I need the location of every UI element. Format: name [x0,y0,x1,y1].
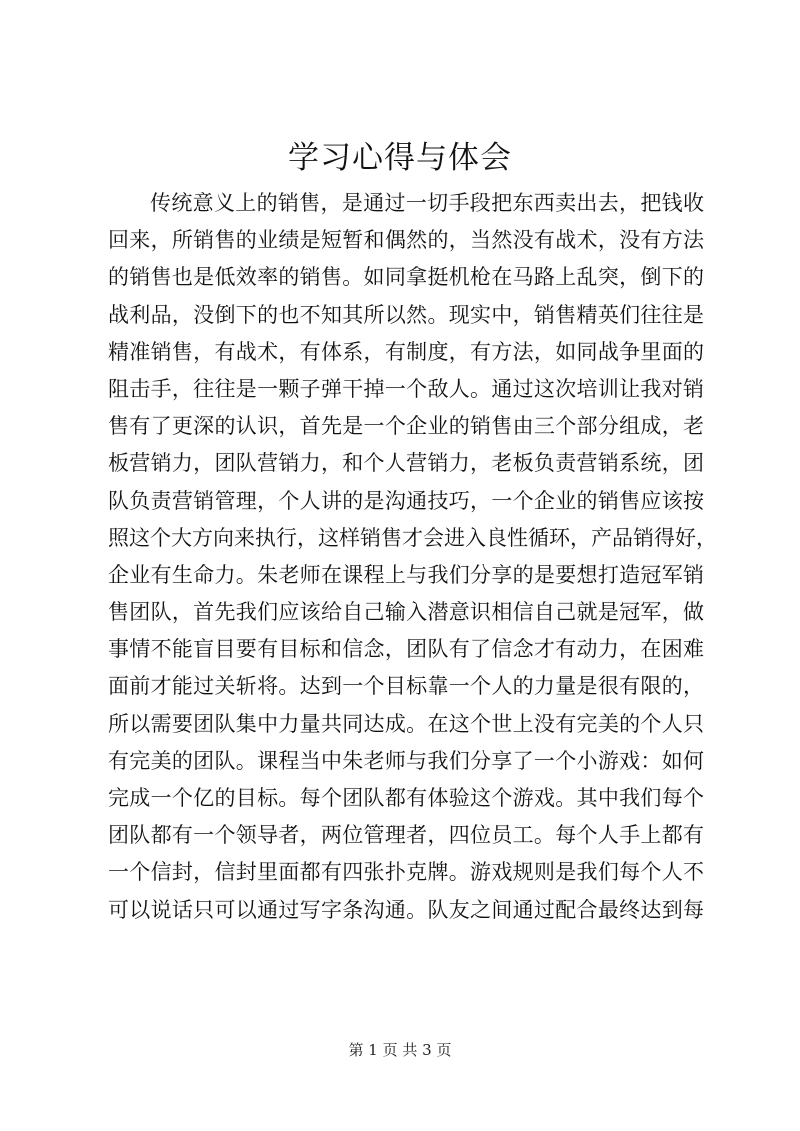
text-line-15: 所以需要团队集中力量共同达成。在这个世上没有完美的个人只 [108,711,704,736]
text-line-12: 售团队，首先我们应该给自己输入潜意识相信自己就是冠军，做 [108,600,704,625]
text-line-11: 企业有生命力。朱老师在课程上与我们分享的是要想打造冠军销 [108,562,704,587]
text-line-9: 队负责营销管理，个人讲的是沟通技巧，一个企业的销售应该按 [108,488,704,513]
text-line-18: 团队都有一个领导者，两位管理者，四位员工。每个人手上都有 [108,823,704,848]
text-line-17: 完成一个亿的目标。每个团队都有体验这个游戏。其中我们每个 [108,786,704,810]
text-line-8: 板营销力，团队营销力，和个人营销力，老板负责营销系统，团 [108,451,704,476]
text-line-2: 回来，所销售的业绩是短暂和偶然的，当然没有战术，没有方法 [108,228,704,253]
text-line-6: 阻击手，往往是一颗子弹干掉一个敌人。通过这次培训让我对销 [108,376,704,401]
text-line-19: 一个信封，信封里面都有四张扑克牌。游戏规则是我们每个人不 [108,860,704,885]
text-line-3: 的销售也是低效率的销售。如同拿挺机枪在马路上乱突，倒下的 [108,265,704,290]
text-line-13: 事情不能盲目要有目标和信念，团队有了信念才有动力，在困难 [108,637,704,662]
text-line-20: 可以说话只可以通过写字条沟通。队友之间通过配合最终达到每 [108,897,704,922]
body-paragraph [108,185,717,929]
text-line-7: 售有了更深的认识，首先是一个企业的销售由三个部分组成，老 [108,414,704,439]
text-line-16: 有完美的团队。课程当中朱老师与我们分享了一个小游戏：如何 [108,748,704,773]
text-line-14: 面前才能过关斩将。达到一个目标靠一个人的力量是很有限的， [108,674,704,699]
page-title: 学习心得与体会 [288,140,512,176]
page-footer: 第 1 页 共 3 页 [348,1041,452,1059]
text-line-10: 照这个大方向来执行，这样销售才会进入良性循环，产品销得好， [108,525,717,550]
text-line-5: 精准销售，有战术，有体系，有制度，有方法，如同战争里面的 [108,339,704,364]
text-line-1: 传统意义上的销售，是通过一切手段把东西卖出去，把钱收 [150,191,704,215]
text-line-4: 战利品，没倒下的也不知其所以然。现实中，销售精英们往往是 [108,302,704,327]
